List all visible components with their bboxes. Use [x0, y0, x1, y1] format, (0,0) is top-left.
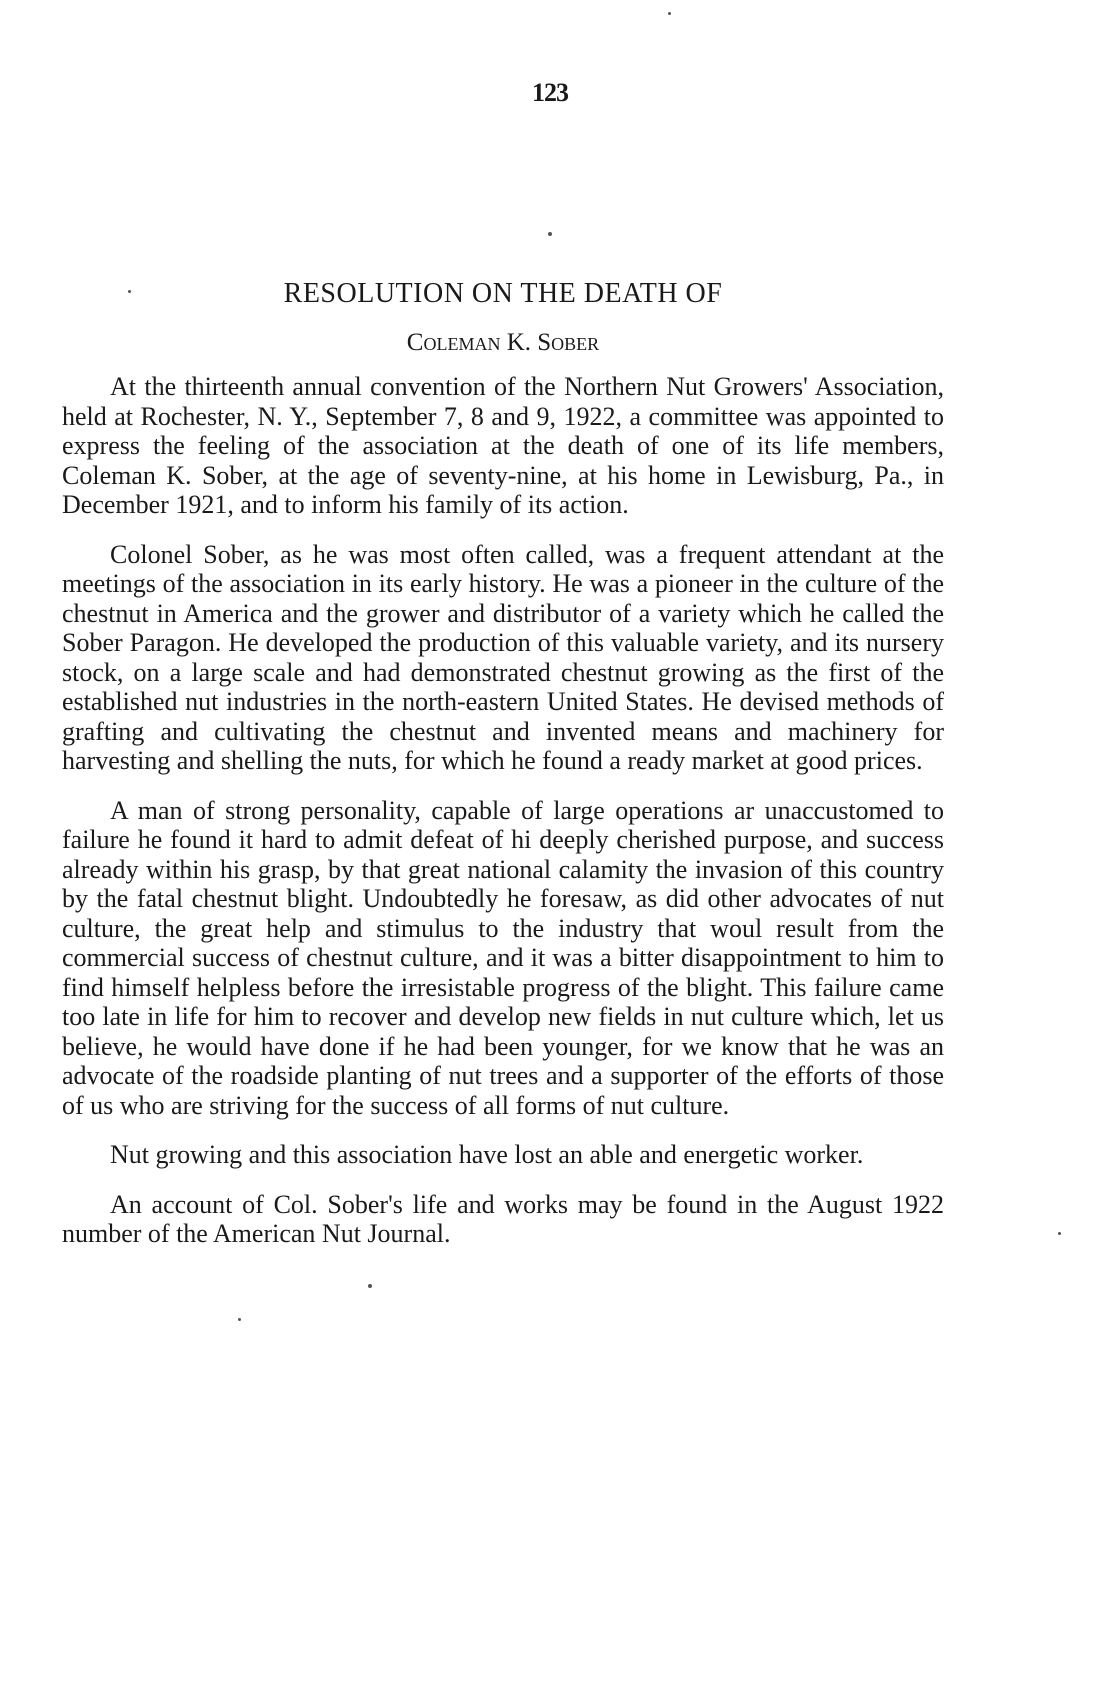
paragraph-account: An account of Col. Sober's life and works may be found in the August 1922 number of the American Nut Journal.: [62, 1189, 944, 1248]
paragraph-colonel-sober: Colonel Sober, as he was most often called, was a frequent attendant at the meetings of the association in its early history. He was a pioneer in the culture of the chestnut in America and the grower and distributor of a variety which he called the Sober Paragon. He developed the production of this valuable variety, and its nursery stock, on a large scale and had demonstrated chestnut growing as the first of the established nut industries in the north-eastern United States. He devised methods of grafting and cultivating the chestnut and invented means and machinery for harvesting and shelling the nuts, for which he found a ready market at good prices.: [62, 539, 944, 775]
paragraph-convention: At the thirteenth annual convention of the Northern Nut Growers' Association, held at Rochester, N. Y., September 7, 8 and 9, 1922, a committee was appointed to express the feeling of the association at the death of one of its life members, Coleman K. Sober, at the age of seventy-nine, at his home in Lewisburg, Pa., in December 1921, and to inform his family of its action.: [62, 372, 944, 519]
scan-speck: [548, 232, 552, 236]
resolution-subtitle: Coleman K. Sober: [406, 329, 600, 356]
page-number: 123: [532, 78, 568, 107]
paragraph-loss: Nut growing and this association have lost an able and energetic worker.: [110, 1140, 864, 1169]
resolution-title: RESOLUTION ON THE DEATH OF: [283, 278, 723, 309]
scan-speck: [128, 290, 131, 293]
scan-speck: [238, 1318, 241, 1321]
paragraph-personality: A man of strong personality, capable of large operations ar unaccustomed to failure he found it hard to admit defeat of hi deeply cherished purpose, and success already within his grasp, by that great national calamity the invasion of this country by the fatal chestnut blight. Undoubtedly he foresaw, as did other advocates of nut culture, the great help and stimulus to the industry that woul result from the commercial success of chestnut culture, and it was a bitter disappointment to him to find himself helpless before the irresistable progress of the blight. This failure came too late in life for him to recover and develop new fields in nut culture which, let us believe, he would have done if he had been younger, for we know that he was an advocate of the roadside planting of nut trees and a supporter of the efforts of those of us who are striving for the success of all forms of nut culture.: [62, 795, 944, 1120]
document-body: [62, 276, 944, 1269]
scan-speck: [1058, 1232, 1061, 1235]
scan-speck: [668, 12, 671, 15]
scan-speck: [368, 1284, 372, 1288]
